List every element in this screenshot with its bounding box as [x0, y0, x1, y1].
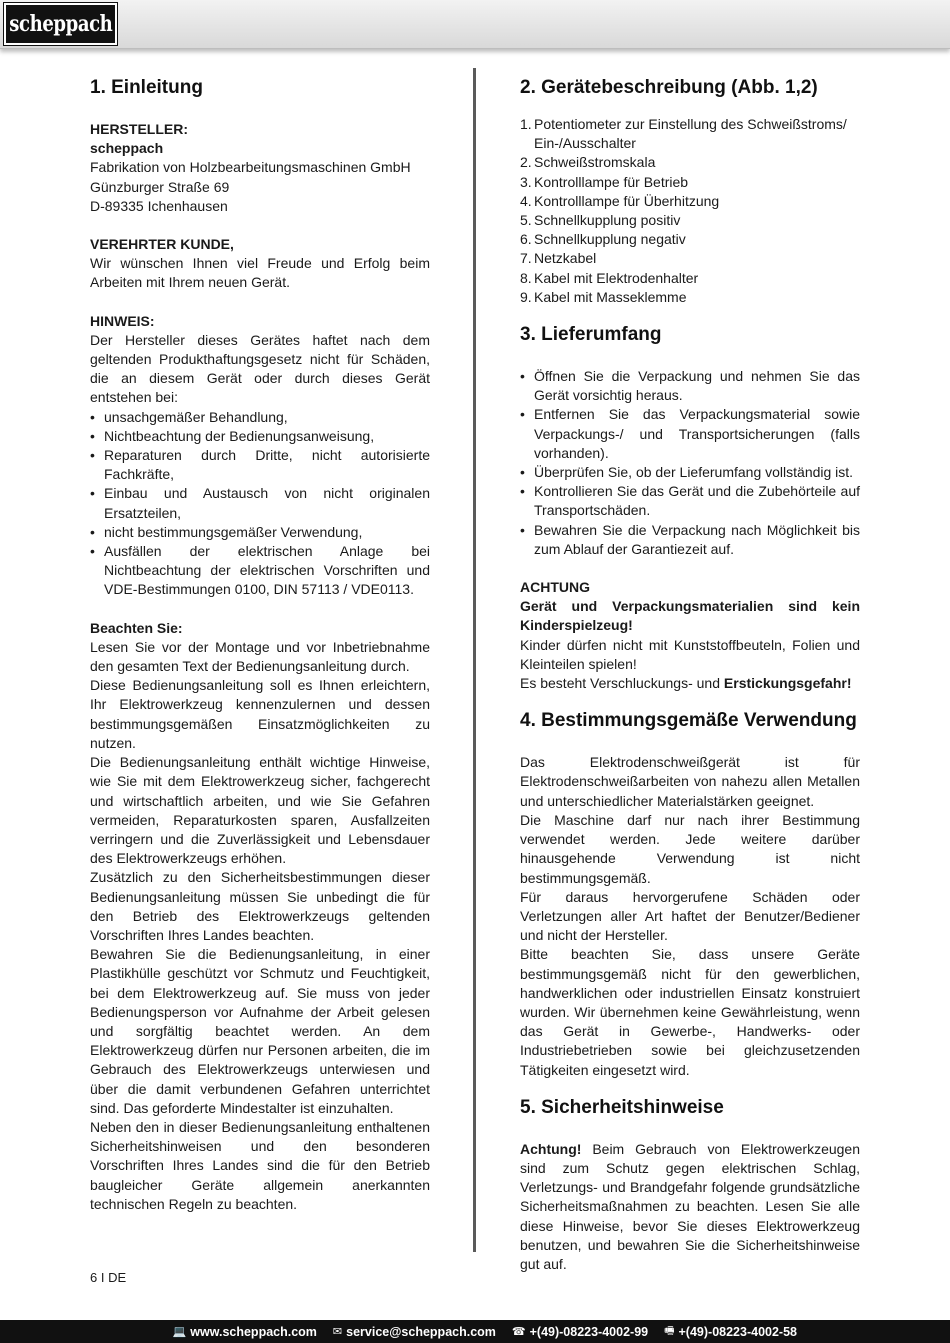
intended-use-paragraph: Die Maschine darf nur nach ihrer Bestimmung verwendet werden. Jede weitere darüber hinausgehende Verwendung ist nicht bestimmungsgemäß.	[520, 811, 860, 886]
list-item: • unsachgemäßer Behandlung,	[90, 408, 430, 427]
list-item: 2. Schweißstromskala	[520, 154, 656, 171]
customer-text: Wir wünschen Ihnen viel Freude und Erfolg beim Arbeiten mit Ihrem neuen Gerät.	[90, 255, 430, 291]
observe-paragraph: Diese Bedienungsanleitung soll es Ihnen erleichtern, Ihr Elektrowerkzeug kennenzulernen und dessen bestimmungsgemäßen Einsatzmöglichkeiten zu nutzen.	[90, 677, 430, 751]
scheppach-logo	[4, 3, 117, 45]
manufacturer-label: HERSTELLER:	[90, 121, 188, 137]
warning-bold-text: Gerät und Verpackungsmaterialien sind kein Kinderspielzeug!	[520, 598, 860, 634]
list-item: • Entfernen Sie das Verpackungsmaterial sowie Verpackungs-/ und Transportsicherungen (falls vorhanden).	[520, 405, 860, 463]
list-item: • Überprüfen Sie, ob der Lieferumfang vollständig ist.	[520, 463, 860, 482]
list-item: • Kontrollieren Sie das Gerät und die Zubehörteile auf Transportschäden.	[520, 482, 860, 520]
intended-use-paragraph: Für daraus hervorgerufene Schäden oder Verletzungen aller Art haftet der Benutzer/Bediener und nicht der Hersteller.	[520, 888, 860, 944]
fax-icon: 🖷	[664, 1325, 675, 1337]
section-title-introduction: 1. Einleitung	[90, 77, 203, 98]
list-item: • Öffnen Sie die Verpackung und nehmen Sie das Gerät vorsichtig heraus.	[520, 367, 860, 405]
notice-label: HINWEIS:	[90, 312, 155, 329]
column-divider	[473, 68, 476, 1252]
list-item: 7. Netzkabel	[520, 250, 597, 267]
manufacturer-name: scheppach	[90, 140, 164, 157]
list-item: 3. Kontrolllampe für Betrieb	[520, 173, 689, 190]
list-item: • Ausfällen der elektrischen Anlage bei Nichtbeachtung der elektrischen Vorschriften und VDE-Bestimmungen 0100, DIN 57113 / VDE0113.	[90, 542, 430, 600]
right-column	[520, 74, 860, 1274]
list-item: 4. Kontrolllampe für Überhitzung	[520, 192, 720, 209]
section-title-intended-use: 4. Bestimmungsgemäße Verwendung	[520, 710, 857, 732]
fax-contact	[664, 1322, 797, 1341]
list-item: • nicht bestimmungsgemäßer Verwendung,	[90, 523, 430, 542]
customer-label: VEREHRTER KUNDE,	[90, 236, 234, 253]
list-item: 9. Kabel mit Masseklemme	[520, 288, 687, 305]
observe-paragraph: Neben den in dieser Bedienungsanleitung enthaltenen Sicherheitshinweisen und den besonderen Vorschriften Ihres Landes sind die für den Betrieb baugleicher Geräte allgemein anerkannten technischen Regeln zu beachten.	[90, 1118, 430, 1212]
observe-paragraph: Bewahren Sie die Bedienungsanleitung, in einer Plastikhülle geschützt vor Schmutz und Feuchtigkeit, bei dem Elektrowerkzeug auf. Sie muss von jeder Bedienungsperson vor Aufnahme der Arbeit gelesen und sorgfältig beachtet werden. An dem Elektrowerkzeug dürfen nur Personen arbeiten, die im Gebrauch des Elektrowerkzeugs unterwiesen und über die damit verbundenen Gefahren unterrichtet sind. Das geforderte Mindestalter ist einzuhalten.	[90, 946, 430, 1116]
manufacturer-line: Günzburger Straße 69	[90, 178, 230, 195]
phone-number: +(49)-08223-4002-99	[529, 1324, 649, 1339]
phone-contact	[512, 1325, 648, 1339]
list-item: 1. Potentiometer zur Einstellung des Schweißstroms/ Ein-/Ausschalter	[520, 116, 847, 152]
list-item: 6. Schnellkupplung negativ	[520, 231, 686, 248]
observe-paragraph: Die Bedienungsanleitung enthält wichtige Hinweise, wie Sie mit dem Elektrowerkzeug sicher, fachgerecht und wirtschaftlich arbeiten, und wie Sie Gefahren vermeiden, Reparaturkosten sparen, Ausfallzeiten verringern und die Zuverlässigkeit und Lebensdauer des Elektrowerkzeugs erhöhen.	[90, 754, 430, 867]
email-contact[interactable]	[333, 1325, 496, 1339]
phone-icon: ☎	[511, 1326, 526, 1338]
logo-text: scheppach	[8, 11, 113, 37]
fax-number: +(49)-08223-4002-58	[678, 1324, 797, 1339]
list-item: • Nichtbeachtung der Bedienungsanweisung,	[90, 427, 430, 446]
notice-list	[90, 408, 430, 600]
observe-label: Beachten Sie:	[90, 619, 183, 636]
safety-text: Achtung! Beim Gebrauch von Elektrowerkzeugen sind zum Schutz gegen elektrischen Schlag, Verletzungs- und Brandgefahr folgende grundsätzliche Sicherheitsmaßnahmen zu beachten. Lesen Sie alle diese Hinweise, bevor Sie dieses Elektrowerkzeug benutzen, und bewahren Sie die Sicherheitshinweise gut auf.	[520, 1140, 860, 1272]
intended-use-paragraph: Das Elektrodenschweißgerät ist für Elektrodenschweißarbeiten von nahezu allen Metallen und unterschiedlicher Materialstärken geeignet.	[520, 754, 860, 809]
left-column	[90, 74, 430, 1214]
warning-label: ACHTUNG	[520, 579, 590, 596]
warning-text: Kinder dürfen nicht mit Kunststoffbeuteln, Folien und Kleinteilen spielen!	[520, 636, 860, 672]
footer-bar	[0, 1320, 950, 1343]
parts-list	[520, 115, 860, 307]
header-bar	[0, 0, 950, 49]
mail-icon: ✉	[332, 1326, 343, 1338]
list-item: • Bewahren Sie die Verpackung nach Möglichkeit bis zum Ablauf der Garantiezeit auf.	[520, 521, 860, 559]
list-item: 5. Schnellkupplung positiv	[520, 212, 681, 229]
section-title-device-description: 2. Gerätebeschreibung (Abb. 1,2)	[520, 77, 818, 98]
delivery-list	[520, 367, 860, 559]
observe-paragraph: Zusätzlich zu den Sicherheitsbestimmungen dieser Bedienungsanleitung müssen Sie unbedingt die für den Betrieb des Elektrowerkzeugs geltenden Vorschriften Ihres Landes beachten.	[90, 869, 430, 943]
list-item: • Einbau und Austausch von nicht originalen Ersatzteilen,	[90, 484, 430, 522]
list-item: 8. Kabel mit Elektrodenhalter	[520, 269, 699, 286]
intended-use-paragraph: Bitte beachten Sie, dass unsere Geräte bestimmungsgemäß nicht für den gewerblichen, handwerklichen oder industriellen Einsatz konstruiert wurden. Wir übernehmen keine Gewährleistung, wenn das Gerät in Gewerbe-, Handwerks- oder Industriebetrieben sowie bei gleichzusetzenden Tätigkeiten eingesetzt wird.	[520, 946, 860, 1078]
manufacturer-line: D-89335 Ichenhausen	[90, 197, 228, 214]
section-title-delivery: 3. Lieferumfang	[520, 324, 662, 346]
notice-text: Der Hersteller dieses Gerätes haftet nach dem geltenden Produkthaftungsgesetz nicht für Schäden, die an diesem Gerät oder durch dieses Gerät entstehen bei:	[90, 331, 430, 406]
section-title-safety: 5. Sicherheitshinweise	[520, 1096, 724, 1118]
website-contact[interactable]	[173, 1325, 317, 1339]
list-item: • Reparaturen durch Dritte, nicht autorisierte Fachkräfte,	[90, 446, 430, 484]
manufacturer-line: Fabrikation von Holzbearbeitungsmaschinen GmbH	[90, 159, 411, 176]
email-link[interactable]: service@scheppach.com	[346, 1324, 496, 1339]
website-link[interactable]: www.scheppach.com	[190, 1324, 317, 1339]
computer-icon: 💻	[172, 1326, 187, 1338]
warning-last-line: Es besteht Verschluckungs- und Erstickungsgefahr!	[520, 675, 852, 692]
observe-paragraph: Lesen Sie vor der Montage und vor Inbetriebnahme den gesamten Text der Bedienungsanleitung durch.	[90, 638, 430, 675]
page-number: 6 I DE	[90, 1270, 127, 1285]
